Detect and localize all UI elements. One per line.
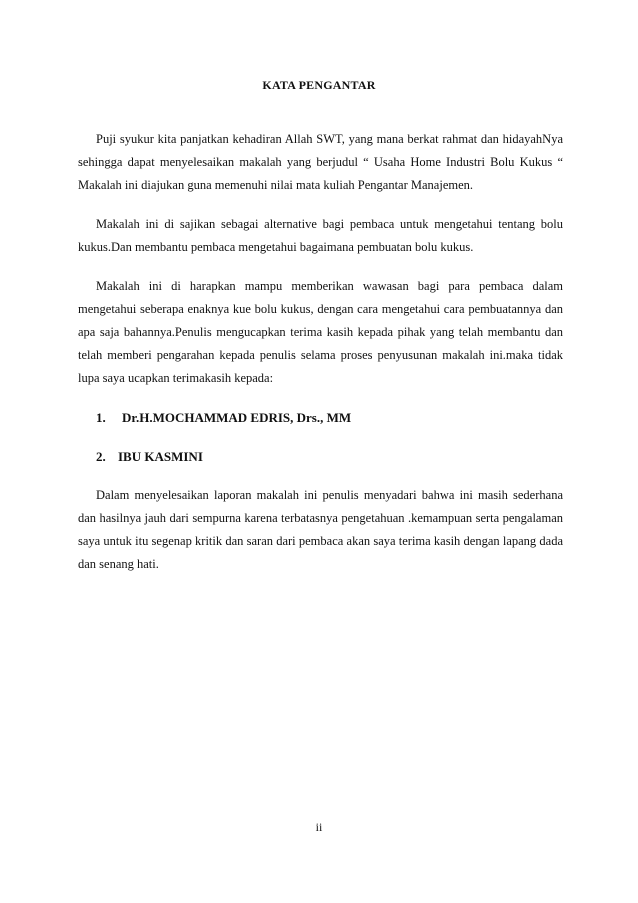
paragraph-closing: Dalam menyelesaikan laporan makalah ini penulis menyadari bahwa ini masih sederhana dan hasilnya jauh dari sempurna karena terbatasnya pengetahuan .kemampuan serta pengalaman saya untuk itu segenap kritik dan saran dari pembaca akan saya terima kasih dengan lapang dada dan senang hati. (78, 488, 563, 571)
list-item (96, 406, 563, 429)
paragraph-thanks: Makalah ini di harapkan mampu memberikan wawasan bagi para pembaca dalam mengetahui seberapa enaknya kue bolu kukus, dengan cara mengetahui cara pembuatannya dan apa saja bahannya.Penulis mengucapkan terima kasih kepada pihak yang telah membantu dan telah memberi pengarahan kepada penulis selama proses penyusunan makalah ini.maka tidak lupa saya ucapkan terimakasih kepada: (78, 279, 563, 385)
list-item-text: Dr.H.MOCHAMMAD EDRIS, Drs., MM (122, 410, 352, 425)
list-item-text: IBU KASMINI (118, 449, 203, 464)
list-item-number: 1. (96, 410, 106, 425)
page-number: ii (315, 820, 323, 834)
paragraph-purpose: Makalah ini di sajikan sebagai alternative bagi pembaca untuk mengetahui tentang bolu kukus.Dan membantu pembaca mengetahui bagaimana pembuatan bolu kukus. (78, 217, 563, 254)
document-body (78, 128, 563, 592)
list-item (96, 445, 563, 468)
page-title: KATA PENGANTAR (262, 78, 376, 92)
paragraph-intro: Puji syukur kita panjatkan kehadiran Allah SWT, yang mana berkat rahmat dan hidayahNya sehingga dapat menyelesaikan makalah yang berjudul “ Usaha Home Industri Bolu Kukus “ Makalah ini diajukan guna memenuhi nilai mata kuliah Pengantar Manajemen. (78, 132, 563, 192)
list-item-number: 2. (96, 449, 106, 464)
